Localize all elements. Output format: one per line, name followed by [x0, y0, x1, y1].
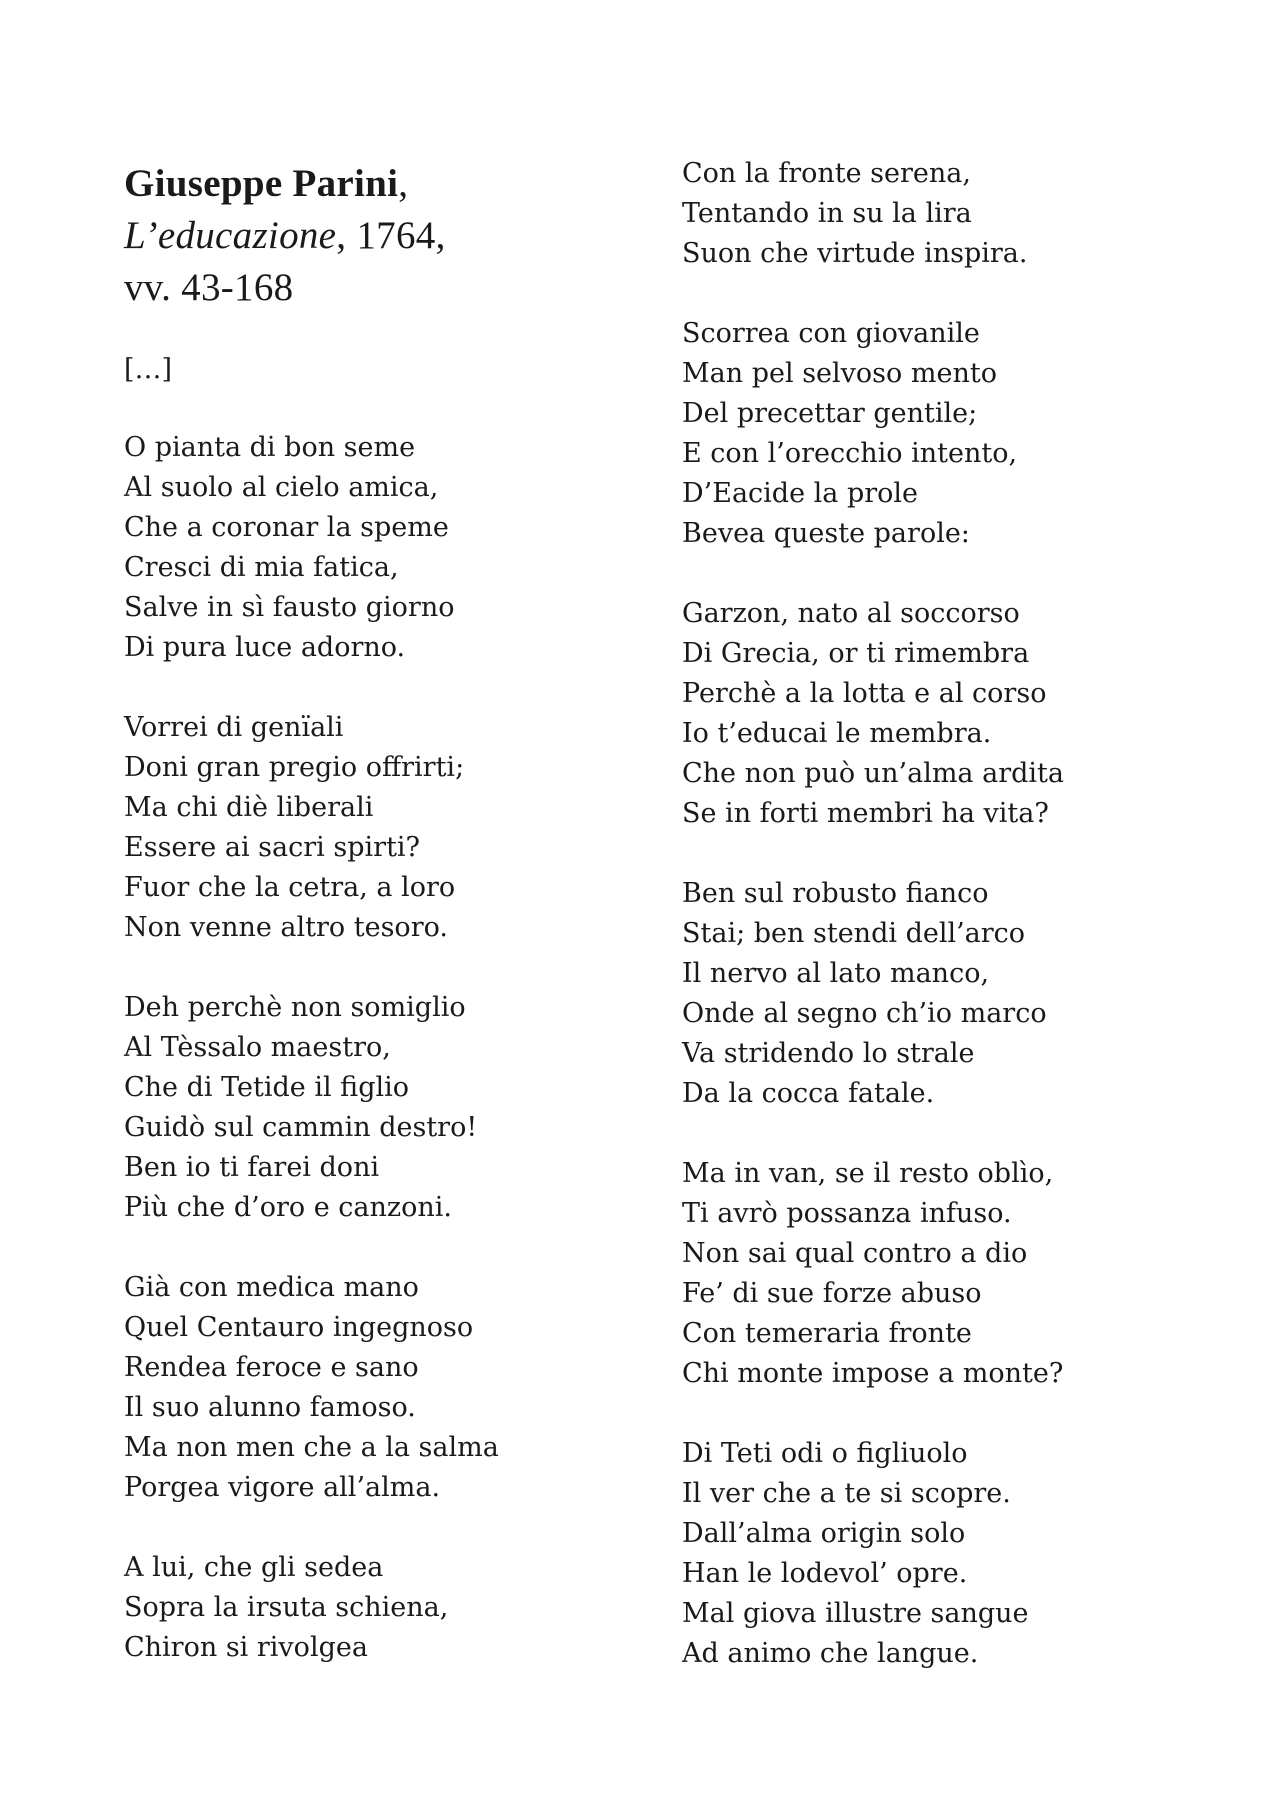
stanza: [124, 428, 499, 668]
verse-range: vv. 43-168: [124, 266, 294, 309]
work-title: L’educazione: [124, 214, 337, 257]
verse-line: Fuor che la cetra, a loro: [124, 872, 456, 903]
verse-line: Salve in sì fausto giorno: [124, 592, 455, 623]
verse-line: Vorrei di genïali: [124, 712, 344, 743]
verse-line: Già con medica mano: [124, 1272, 419, 1303]
verse-line: Onde al segno ch’io marco: [682, 998, 1047, 1029]
verse-line: A lui, che gli sedea: [124, 1552, 384, 1583]
stanza: [682, 314, 1064, 554]
author-name: Giuseppe Parini: [124, 162, 399, 205]
right-stanzas: [682, 154, 1064, 1714]
verse-line: Ma chi diè liberali: [124, 792, 374, 823]
verse-line: Mal giova illustre sangue: [682, 1598, 1029, 1629]
verse-line: Che non può un’alma ardita: [682, 758, 1064, 789]
stanza: [682, 594, 1064, 834]
verse-line: Che a coronar la speme: [124, 512, 449, 543]
verse-line: O pianta di bon seme: [124, 432, 416, 463]
verse-line: Dall’alma origin solo: [682, 1518, 966, 1549]
verse-line: Ti avrò possanza infuso.: [682, 1198, 1012, 1229]
verse-line: Il ver che a te si scopre.: [682, 1478, 1011, 1509]
verse-line: Deh perchè non somiglio: [124, 992, 466, 1023]
stanza: [682, 1434, 1064, 1674]
stanza: [124, 988, 499, 1228]
verse-line: Guidò sul cammin destro!: [124, 1112, 478, 1143]
verse-line: Cresci di mia fatica,: [124, 552, 399, 583]
verse-line: Sopra la irsuta schiena,: [124, 1592, 449, 1623]
stanza: [682, 154, 1064, 274]
left-stanzas: [124, 428, 499, 1708]
verse-line: Suon che virtude inspira.: [682, 238, 1028, 269]
verse-line: Ad animo che langue.: [682, 1638, 979, 1669]
verse-line: Di pura luce adorno.: [124, 632, 406, 663]
verse-line: Essere ai sacri spirti?: [124, 832, 421, 863]
verse-line: Ben io ti farei doni: [124, 1152, 380, 1183]
verse-line: Se in forti membri ha vita?: [682, 798, 1049, 829]
verse-line: Porgea vigore all’alma.: [124, 1472, 441, 1503]
stanza: [124, 1548, 499, 1668]
verse-line: Ben sul robusto fianco: [682, 878, 989, 909]
verse-line: Tentando in su la lira: [682, 198, 972, 229]
author-comma: ,: [398, 162, 409, 205]
verse-line: Non sai qual contro a dio: [682, 1238, 1028, 1269]
verse-line: Bevea queste parole:: [682, 518, 970, 549]
heading-line-work: [124, 210, 446, 262]
verse-line: Chiron si rivolgea: [124, 1632, 368, 1663]
verse-line: Garzon, nato al soccorso: [682, 598, 1020, 629]
verse-line: Con temeraria fronte: [682, 1318, 972, 1349]
verse-line: Ma in van, se il resto oblìo,: [682, 1158, 1054, 1189]
stanza: [124, 1268, 499, 1508]
verse-line: E con l’orecchio intento,: [682, 438, 1018, 469]
work-year: , 1764,: [336, 214, 446, 257]
verse-line: Han le lodevol’ opre.: [682, 1558, 968, 1589]
page-heading: [124, 158, 446, 314]
verse-line: Di Grecia, or ti rimembra: [682, 638, 1030, 669]
verse-line: Rendea feroce e sano: [124, 1352, 419, 1383]
verse-line: Del precettar gentile;: [682, 398, 978, 429]
verse-line: D’Eacide la prole: [682, 478, 919, 509]
verse-line: Chi monte impose a monte?: [682, 1358, 1064, 1389]
verse-line: Fe’ di sue forze abuso: [682, 1278, 982, 1309]
verse-line: Il suo alunno famoso.: [124, 1392, 416, 1423]
verse-line: Quel Centauro ingegnoso: [124, 1312, 474, 1343]
verse-line: Doni gran pregio offrirti;: [124, 752, 465, 783]
opening-ellipsis: […]: [124, 354, 173, 385]
verse-line: Perchè a la lotta e al corso: [682, 678, 1047, 709]
stanza: [124, 708, 499, 948]
verse-line: Scorrea con giovanile: [682, 318, 980, 349]
verse-line: Ma non men che a la salma: [124, 1432, 499, 1463]
verse-line: Io t’educai le membra.: [682, 718, 992, 749]
verse-line: Stai; ben stendi dell’arco: [682, 918, 1026, 949]
verse-line: Va stridendo lo strale: [682, 1038, 975, 1069]
stanza: [682, 874, 1064, 1114]
verse-line: Il nervo al lato manco,: [682, 958, 990, 989]
verse-line: Man pel selvoso mento: [682, 358, 997, 389]
verse-line: Da la cocca fatale.: [682, 1078, 935, 1109]
verse-line: Con la fronte serena,: [682, 158, 971, 189]
heading-line-author: [124, 158, 446, 210]
verse-line: Al suolo al cielo amica,: [124, 472, 439, 503]
verse-line: Più che d’oro e canzoni.: [124, 1192, 452, 1223]
verse-line: Non venne altro tesoro.: [124, 912, 448, 943]
verse-line: Che di Tetide il figlio: [124, 1072, 410, 1103]
verse-line: Di Teti odi o figliuolo: [682, 1438, 968, 1469]
verse-line: Al Tèssalo maestro,: [124, 1032, 391, 1063]
stanza: [682, 1154, 1064, 1394]
